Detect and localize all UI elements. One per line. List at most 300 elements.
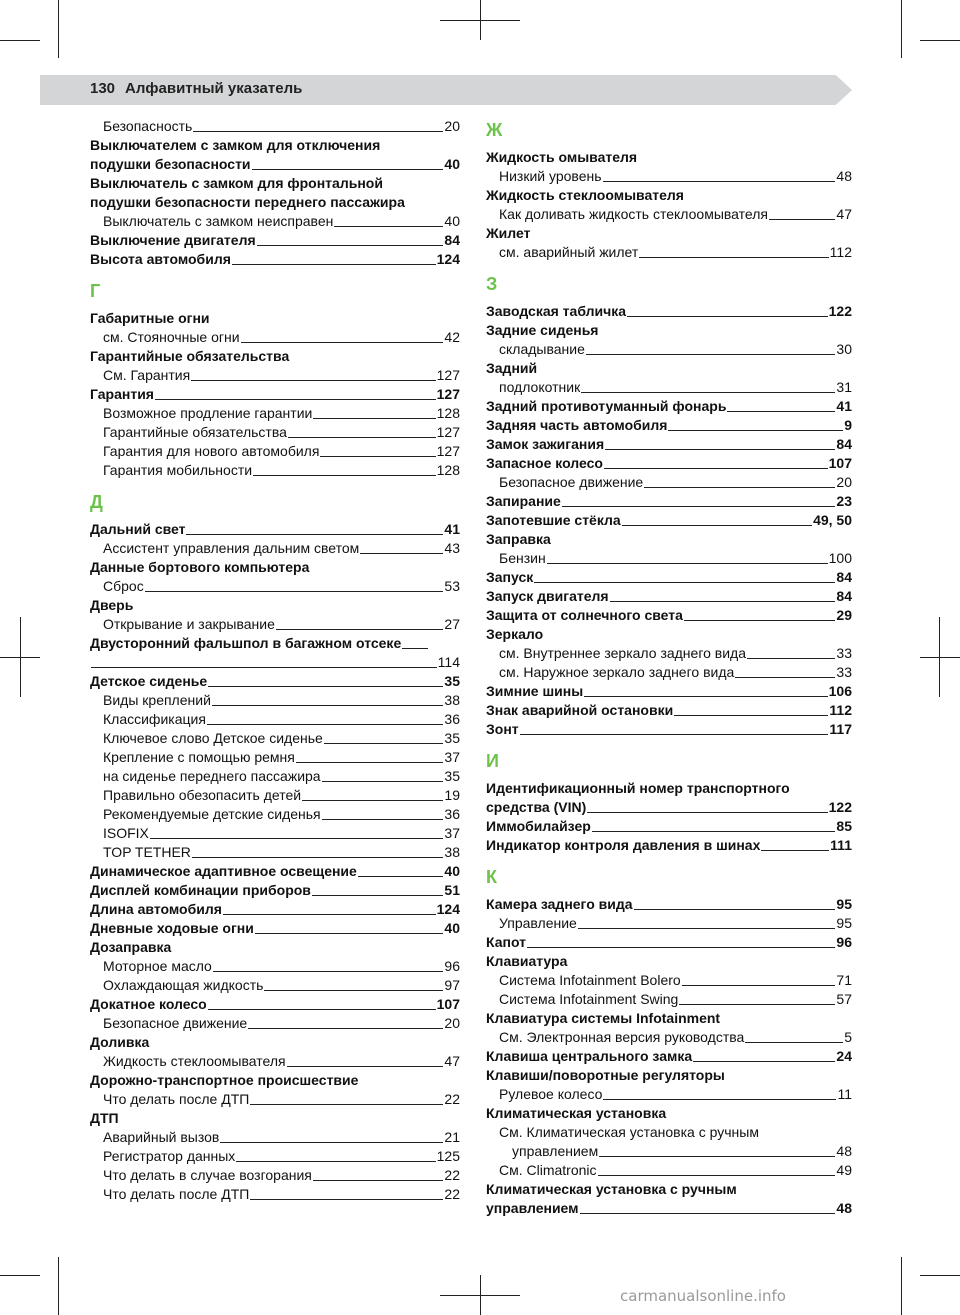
leader-line [296, 762, 444, 763]
entry-text: Габаритные огни [90, 310, 210, 326]
leader-line [534, 582, 835, 583]
leader-line [322, 781, 444, 782]
entry-page-number: 127 [436, 443, 460, 459]
entry-page-number: 20 [444, 118, 460, 134]
leader-line [250, 1104, 443, 1105]
leader-line [257, 245, 444, 246]
index-subentry [90, 957, 460, 976]
index-entry [486, 397, 852, 416]
entry-text: см. Стояночные огни [103, 329, 240, 345]
entry-text: средства (VIN) [486, 799, 587, 815]
leader-line [288, 437, 436, 438]
entry-page-number: 33 [836, 645, 852, 661]
leader-line [639, 257, 828, 258]
entry-text: Капот [486, 934, 527, 950]
entry-page-number: 96 [444, 958, 460, 974]
leader-line [212, 705, 444, 706]
leader-line [192, 857, 444, 858]
entry-page-number: 31 [836, 379, 852, 395]
entry-page-number: 48 [836, 1143, 852, 1159]
index-entry [486, 1066, 852, 1085]
entry-text: Дневные ходовые огни [90, 920, 254, 936]
entry-text: Система Infotainment Swing [499, 991, 679, 1007]
entry-page-number: 114 [437, 654, 460, 670]
entry-text: Что делать после ДТП [103, 1186, 250, 1202]
entry-text: подлокотник [499, 379, 581, 395]
entry-page-number: 33 [836, 664, 852, 680]
index-entry [486, 779, 852, 798]
entry-page-number: 57 [836, 991, 852, 1007]
entry-text: Дверь [90, 597, 134, 613]
index-subentry [486, 167, 852, 186]
entry-text: Сброс [103, 578, 144, 594]
entry-page-number: 84 [444, 232, 460, 248]
index-entry [486, 1104, 852, 1123]
entry-text: подушки безопасности [90, 156, 251, 172]
index-entry [90, 385, 460, 404]
entry-text: Зеркало [486, 626, 544, 642]
index-entry [486, 798, 852, 817]
entry-text: Бензин [499, 550, 546, 566]
entry-page-number: 122 [828, 799, 852, 815]
index-entry [90, 596, 460, 615]
index-entry [486, 720, 852, 739]
entry-page-number: 84 [836, 436, 852, 452]
leader-line [193, 131, 443, 132]
index-entry [486, 952, 852, 971]
index-subentry [90, 691, 460, 710]
entry-text: См. Гарантия [103, 367, 191, 383]
entry-text: Дисплей комбинации приборов [90, 882, 311, 898]
index-entry [486, 1009, 852, 1028]
leader-line [622, 525, 812, 526]
entry-text: Клавиша центрального замка [486, 1048, 693, 1064]
entry-text: Как доливать жидкость стеклоомывателя [499, 206, 768, 222]
leader-line [220, 1142, 443, 1143]
entry-text: Гарантийные обязательства [90, 348, 290, 364]
leader-line [155, 399, 436, 400]
entry-page-number: 9 [844, 417, 852, 433]
entry-text: Замок зажигания [486, 436, 605, 452]
entry-text: ISOFIX [103, 825, 149, 841]
entry-text: см. аварийный жилет [499, 244, 639, 260]
entry-text: см. Наружное зеркало заднего вида [499, 664, 735, 680]
index-subentry [90, 1014, 460, 1033]
watermark: carmanualsonline.info [620, 1287, 786, 1305]
index-subentry [486, 1161, 852, 1180]
entry-text: Жидкость стеклоомывателя [103, 1053, 286, 1069]
entry-text: Иммобилайзер [486, 818, 591, 834]
leader-line [747, 658, 835, 659]
index-entry [486, 359, 852, 378]
leader-line [302, 800, 443, 801]
entry-text: Климатическая установка [486, 1105, 667, 1121]
entry-text: Задний [486, 360, 538, 376]
index-entry [486, 454, 852, 473]
index-subentry [90, 786, 460, 805]
entry-page-number: 85 [836, 818, 852, 834]
entry-text: Клавиатура системы Infotainment [486, 1010, 721, 1026]
entry-text: Камера заднего вида [486, 896, 633, 912]
entry-text: см. Внутреннее зеркало заднего вида [499, 645, 747, 661]
index-entry [486, 682, 852, 701]
index-entry [486, 606, 852, 625]
entry-text: Ассистент управления дальним светом [103, 540, 360, 556]
index-subentry [486, 378, 852, 397]
entry-text: См. Электронная версия руководства [499, 1029, 745, 1045]
index-letter-heading: З [486, 274, 498, 294]
index-entry [90, 174, 460, 193]
entry-page-number: 122 [828, 303, 852, 319]
index-subentry [90, 117, 460, 136]
entry-page-number: 37 [444, 825, 460, 841]
index-entry [90, 653, 460, 672]
entry-text: Правильно обезопасить детей [103, 787, 302, 803]
index-letter-heading: И [486, 751, 499, 771]
leader-line [287, 1066, 444, 1067]
entry-page-number: 112 [829, 702, 852, 718]
entry-text: См. Climatronic [499, 1162, 597, 1178]
entry-page-number: 107 [436, 996, 460, 1012]
index-entry [486, 701, 852, 720]
index-entry [486, 817, 852, 836]
page-number: 130 [90, 80, 116, 97]
leader-line [208, 1009, 436, 1010]
leader-line [322, 819, 444, 820]
leader-line [191, 380, 435, 381]
leader-line [145, 591, 444, 592]
index-subentry [90, 1166, 460, 1185]
entry-page-number: 30 [836, 341, 852, 357]
entry-page-number: 22 [444, 1091, 460, 1107]
entry-text: Выключателем с замком для отключения [90, 137, 381, 153]
leader-line [644, 487, 835, 488]
entry-page-number: 35 [444, 730, 460, 746]
index-subentry [90, 366, 460, 385]
index-subentry [486, 1028, 852, 1047]
leader-line [360, 553, 443, 554]
entry-page-number: 36 [444, 806, 460, 822]
entry-page-number: 23 [836, 493, 852, 509]
entry-text: Защита от солнечного света [486, 607, 683, 623]
entry-page-number: 22 [444, 1167, 460, 1183]
entry-text: Зимние шины [486, 683, 584, 699]
index-entry [90, 938, 460, 957]
index-subentry [486, 990, 852, 1009]
index-entry [486, 302, 852, 321]
index-entry [486, 416, 852, 435]
entry-page-number: 40 [444, 156, 460, 172]
leader-line [91, 667, 437, 668]
entry-text: Задний противотуманный фонарь [486, 398, 727, 414]
leader-line [232, 264, 436, 265]
entry-text: управлением [512, 1143, 599, 1159]
leader-line [586, 354, 836, 355]
entry-page-number: 95 [836, 896, 852, 912]
leader-line [603, 181, 836, 182]
entry-text: подушки безопасности переднего пассажира [90, 194, 405, 210]
entry-page-number: 100 [828, 550, 852, 566]
index-subentry [90, 404, 460, 423]
leader-line [313, 418, 435, 419]
index-entry [486, 186, 852, 205]
leader-line [580, 1213, 836, 1214]
index-entry [486, 224, 852, 243]
entry-page-number: 47 [444, 1053, 460, 1069]
entry-text: Виды креплений [103, 692, 211, 708]
entry-page-number: 47 [836, 206, 852, 222]
entry-text: Зонт [486, 721, 519, 737]
entry-text: Выключение двигателя [90, 232, 256, 248]
index-letter-heading: Г [90, 281, 101, 301]
entry-page-number: 124 [436, 901, 460, 917]
index-entry [486, 148, 852, 167]
entry-text: Выключатель с замком для фронтальной [90, 175, 383, 191]
index-subentry [486, 914, 852, 933]
entry-text: Рекомендуемые детские сиденья [103, 806, 321, 822]
entry-text: складывание [499, 341, 585, 357]
leader-line [610, 601, 836, 602]
entry-page-number: 35 [444, 768, 460, 784]
index-entry [486, 492, 852, 511]
entry-page-number: 35 [444, 673, 460, 689]
index-subentry [90, 1090, 460, 1109]
index-subentry [90, 976, 460, 995]
entry-page-number: 84 [836, 569, 852, 585]
index-subentry [90, 615, 460, 634]
index-subentry [90, 212, 460, 231]
index-subentry [90, 710, 460, 729]
index-entry [90, 1109, 460, 1128]
leader-line [604, 468, 828, 469]
index-subentry [486, 1123, 852, 1142]
entry-text: Что делать в случае возгорания [103, 1167, 312, 1183]
entry-text: Охлаждающая жидкость [103, 977, 264, 993]
page-header [90, 80, 302, 97]
entry-text: Безопасное движение [499, 474, 644, 490]
entry-page-number: 20 [444, 1015, 460, 1031]
entry-page-number: 40 [444, 863, 460, 879]
entry-text: Гарантия [90, 386, 154, 402]
entry-text: Гарантия для нового автомобиля [103, 443, 320, 459]
entry-page-number: 43 [444, 540, 460, 556]
leader-line [255, 933, 444, 934]
leader-line [727, 411, 835, 412]
leader-line [253, 475, 436, 476]
index-subentry [90, 729, 460, 748]
leader-line [252, 169, 444, 170]
index-letter-heading: Д [90, 492, 103, 512]
entry-page-number: 41 [836, 398, 852, 414]
entry-text: Клавиши/поворотные регуляторы [486, 1067, 725, 1083]
entry-text: Классификация [103, 711, 206, 727]
entry-text: Клавиатура [486, 953, 568, 969]
leader-line [241, 342, 444, 343]
entry-text: Гарантийные обязательства [103, 424, 287, 440]
leader-line [684, 620, 836, 621]
leader-line [150, 838, 444, 839]
entry-text: Дальний свет [90, 521, 186, 537]
index-entry [90, 309, 460, 328]
index-entry [90, 1071, 460, 1090]
entry-page-number: 97 [444, 977, 460, 993]
index-entry [90, 900, 460, 919]
index-subentry [486, 644, 852, 663]
entry-page-number: 21 [444, 1129, 460, 1145]
entry-page-number: 40 [444, 213, 460, 229]
leader-line [250, 1199, 443, 1200]
index-subentry [486, 1142, 852, 1161]
entry-text: Рулевое колесо [499, 1086, 603, 1102]
entry-page-number: 36 [444, 711, 460, 727]
entry-page-number: 48 [836, 1200, 852, 1216]
leader-line [584, 696, 827, 697]
index-entry [90, 995, 460, 1014]
index-entry [90, 347, 460, 366]
index-subentry [90, 1185, 460, 1204]
entry-text: Заводская табличка [486, 303, 627, 319]
entry-text: Доливка [90, 1034, 150, 1050]
index-subentry [486, 1085, 852, 1104]
index-entry [90, 1033, 460, 1052]
leader-line [592, 831, 836, 832]
entry-text: Что делать после ДТП [103, 1091, 250, 1107]
entry-page-number: 112 [829, 244, 852, 260]
entry-page-number: 71 [836, 972, 852, 988]
leader-line [324, 743, 444, 744]
entry-text: Жидкость омывателя [486, 149, 638, 165]
entry-page-number: 95 [836, 915, 852, 931]
index-entry [90, 919, 460, 938]
entry-text: Запирание [486, 493, 561, 509]
index-entry [90, 155, 460, 174]
entry-text: Безопасное движение [103, 1015, 248, 1031]
entry-page-number: 48 [836, 168, 852, 184]
entry-text: Динамическое адаптивное освещение [90, 863, 357, 879]
leader-line [208, 686, 443, 687]
entry-text: Длина автомобиля [90, 901, 222, 917]
index-entry [486, 1199, 852, 1218]
page-title: Алфавитный указатель [125, 80, 303, 97]
leader-line [276, 629, 444, 630]
entry-page-number: 11 [837, 1086, 852, 1102]
index-entry [90, 193, 460, 212]
entry-page-number: 124 [436, 251, 460, 267]
index-subentry [90, 577, 460, 596]
leader-line [207, 724, 444, 725]
entry-text: Климатическая установка с ручным [486, 1181, 737, 1197]
index-entry [90, 136, 460, 155]
leader-line [320, 456, 435, 457]
entry-text: Данные бортового компьютера [90, 559, 310, 575]
entry-page-number: 27 [444, 616, 460, 632]
entry-text: Задняя часть автомобиля [486, 417, 668, 433]
leader-line [264, 990, 443, 991]
leader-line [186, 534, 443, 535]
index-subentry [486, 473, 852, 492]
entry-text: управлением [486, 1200, 579, 1216]
entry-page-number: 38 [444, 844, 460, 860]
entry-text: Запотевшие стёкла [486, 512, 621, 528]
entry-page-number: 41 [444, 521, 460, 537]
index-subentry [90, 843, 460, 862]
index-column-left [90, 117, 460, 1204]
index-entry [486, 933, 852, 952]
entry-text: Выключатель с замком неисправен [103, 213, 334, 229]
index-subentry [90, 1052, 460, 1071]
entry-page-number: 42 [444, 329, 460, 345]
entry-text: Гарантия мобильности [103, 462, 253, 478]
index-entry [486, 1047, 852, 1066]
entry-text: Запасное колесо [486, 455, 603, 471]
entry-page-number: 5 [844, 1029, 852, 1045]
leader-line [745, 1042, 843, 1043]
leader-line [402, 648, 428, 649]
entry-text: Низкий уровень [499, 168, 602, 184]
entry-text: Двусторонний фальшпол в багажном отсеке [90, 635, 402, 651]
entry-text: Заправка [486, 531, 551, 547]
entry-text: на сиденье переднего пассажира [103, 768, 321, 784]
leader-line [603, 1099, 836, 1100]
leader-line [562, 506, 836, 507]
index-entry [90, 520, 460, 539]
leader-line [313, 1180, 444, 1181]
entry-text: Крепление с помощью ремня [103, 749, 295, 765]
leader-line [527, 947, 835, 948]
index-letter-heading: Ж [486, 120, 503, 140]
leader-line [682, 985, 836, 986]
index-subentry [90, 423, 460, 442]
entry-page-number: 84 [836, 588, 852, 604]
index-entry [90, 862, 460, 881]
index-subentry [486, 243, 852, 262]
index-entry [90, 672, 460, 691]
index-entry [486, 321, 852, 340]
entry-text: Дорожно-транспортное происшествие [90, 1072, 359, 1088]
index-entry [486, 895, 852, 914]
index-subentry [90, 748, 460, 767]
index-subentry [90, 824, 460, 843]
leader-line [223, 914, 436, 915]
entry-text: См. Климатическая установка с ручным [499, 1124, 759, 1140]
entry-page-number: 128 [436, 405, 460, 421]
index-entry [90, 231, 460, 250]
index-subentry [90, 805, 460, 824]
entry-text: Идентификационный номер транспортного [486, 780, 790, 796]
leader-line [605, 449, 835, 450]
entry-text: Детское сиденье [90, 673, 208, 689]
entry-text: Моторное масло [103, 958, 212, 974]
entry-page-number: 24 [836, 1048, 852, 1064]
entry-page-number: 96 [836, 934, 852, 950]
entry-page-number: 106 [828, 683, 852, 699]
entry-page-number: 49 [836, 1162, 852, 1178]
entry-page-number: 127 [436, 367, 460, 383]
index-subentry [90, 539, 460, 558]
entry-page-number: 111 [830, 837, 852, 853]
entry-text: Индикатор контроля давления в шинах [486, 837, 761, 853]
entry-text: Ключевое слово Детское сиденье [103, 730, 323, 746]
entry-text: Запуск двигателя [486, 588, 609, 604]
entry-page-number: 49, 50 [813, 512, 852, 528]
leader-line [547, 563, 828, 564]
index-entry [486, 435, 852, 454]
entry-text: Система Infotainment Bolero [499, 972, 681, 988]
entry-page-number: 40 [444, 920, 460, 936]
leader-line [213, 971, 444, 972]
index-entry [90, 250, 460, 269]
index-subentry [90, 767, 460, 786]
